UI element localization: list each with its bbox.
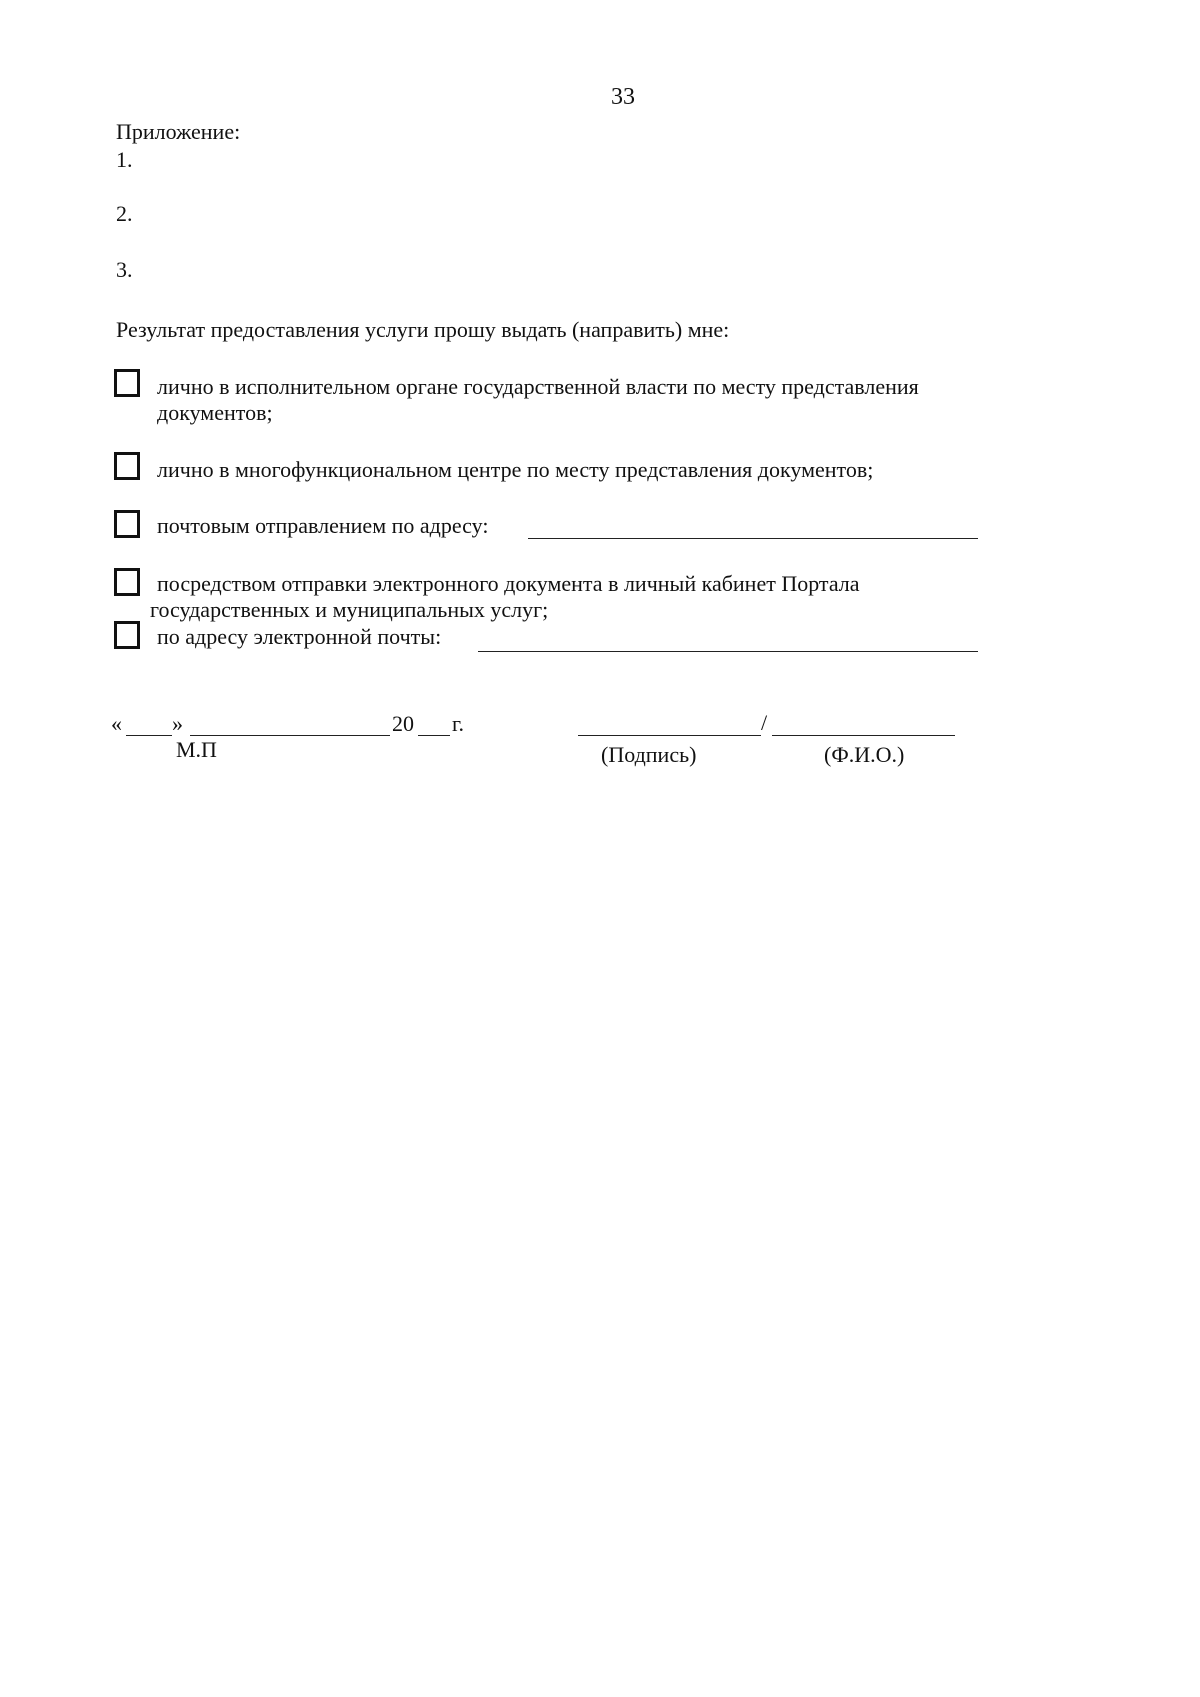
option-portal-line2: государственных и муниципальных услуг; (150, 597, 549, 622)
attachment-item-2: 2. (116, 201, 133, 226)
date-day-field[interactable] (126, 735, 172, 736)
full-name-field[interactable] (772, 735, 955, 736)
option-portal-line1: посредством отправки электронного документа в личный кабинет Портала (157, 571, 860, 596)
date-quote-close: » (172, 711, 183, 736)
date-year-suffix: г. (452, 711, 465, 736)
date-month-field[interactable] (190, 735, 390, 736)
option-executive-body-line1: лично в исполнительном органе государственной власти по месту представления (157, 374, 919, 399)
date-quote-open: « (111, 711, 122, 736)
option-checkbox-post[interactable] (114, 510, 140, 538)
postal-address-field[interactable] (528, 538, 978, 539)
signature-label: (Подпись) (601, 742, 697, 767)
option-post-label: почтовым отправлением по адресу: (157, 513, 489, 538)
full-name-label: (Ф.И.О.) (824, 742, 905, 767)
option-checkbox-portal[interactable] (114, 568, 140, 596)
page-number: 33 (611, 84, 635, 110)
attachment-item-1: 1. (116, 147, 133, 172)
attachment-item-3: 3. (116, 257, 133, 282)
attachments-heading: Приложение: (116, 119, 241, 144)
option-mfc-label: лично в многофункциональном центре по месту представления документов; (157, 457, 874, 482)
seal-label: М.П (176, 737, 217, 762)
date-year-field[interactable] (418, 735, 450, 736)
option-executive-body-line2: документов; (157, 400, 273, 425)
delivery-intro: Результат предоставления услуги прошу выдать (направить) мне: (116, 317, 730, 342)
date-year-prefix: 20 (392, 711, 414, 736)
option-checkbox-executive-body[interactable] (114, 369, 140, 397)
email-address-field[interactable] (478, 651, 978, 652)
option-checkbox-email[interactable] (114, 621, 140, 649)
signature-field[interactable] (578, 735, 761, 736)
option-checkbox-mfc[interactable] (114, 452, 140, 480)
option-email-label: по адресу электронной почты: (157, 624, 442, 649)
signature-slash: / (761, 710, 768, 735)
